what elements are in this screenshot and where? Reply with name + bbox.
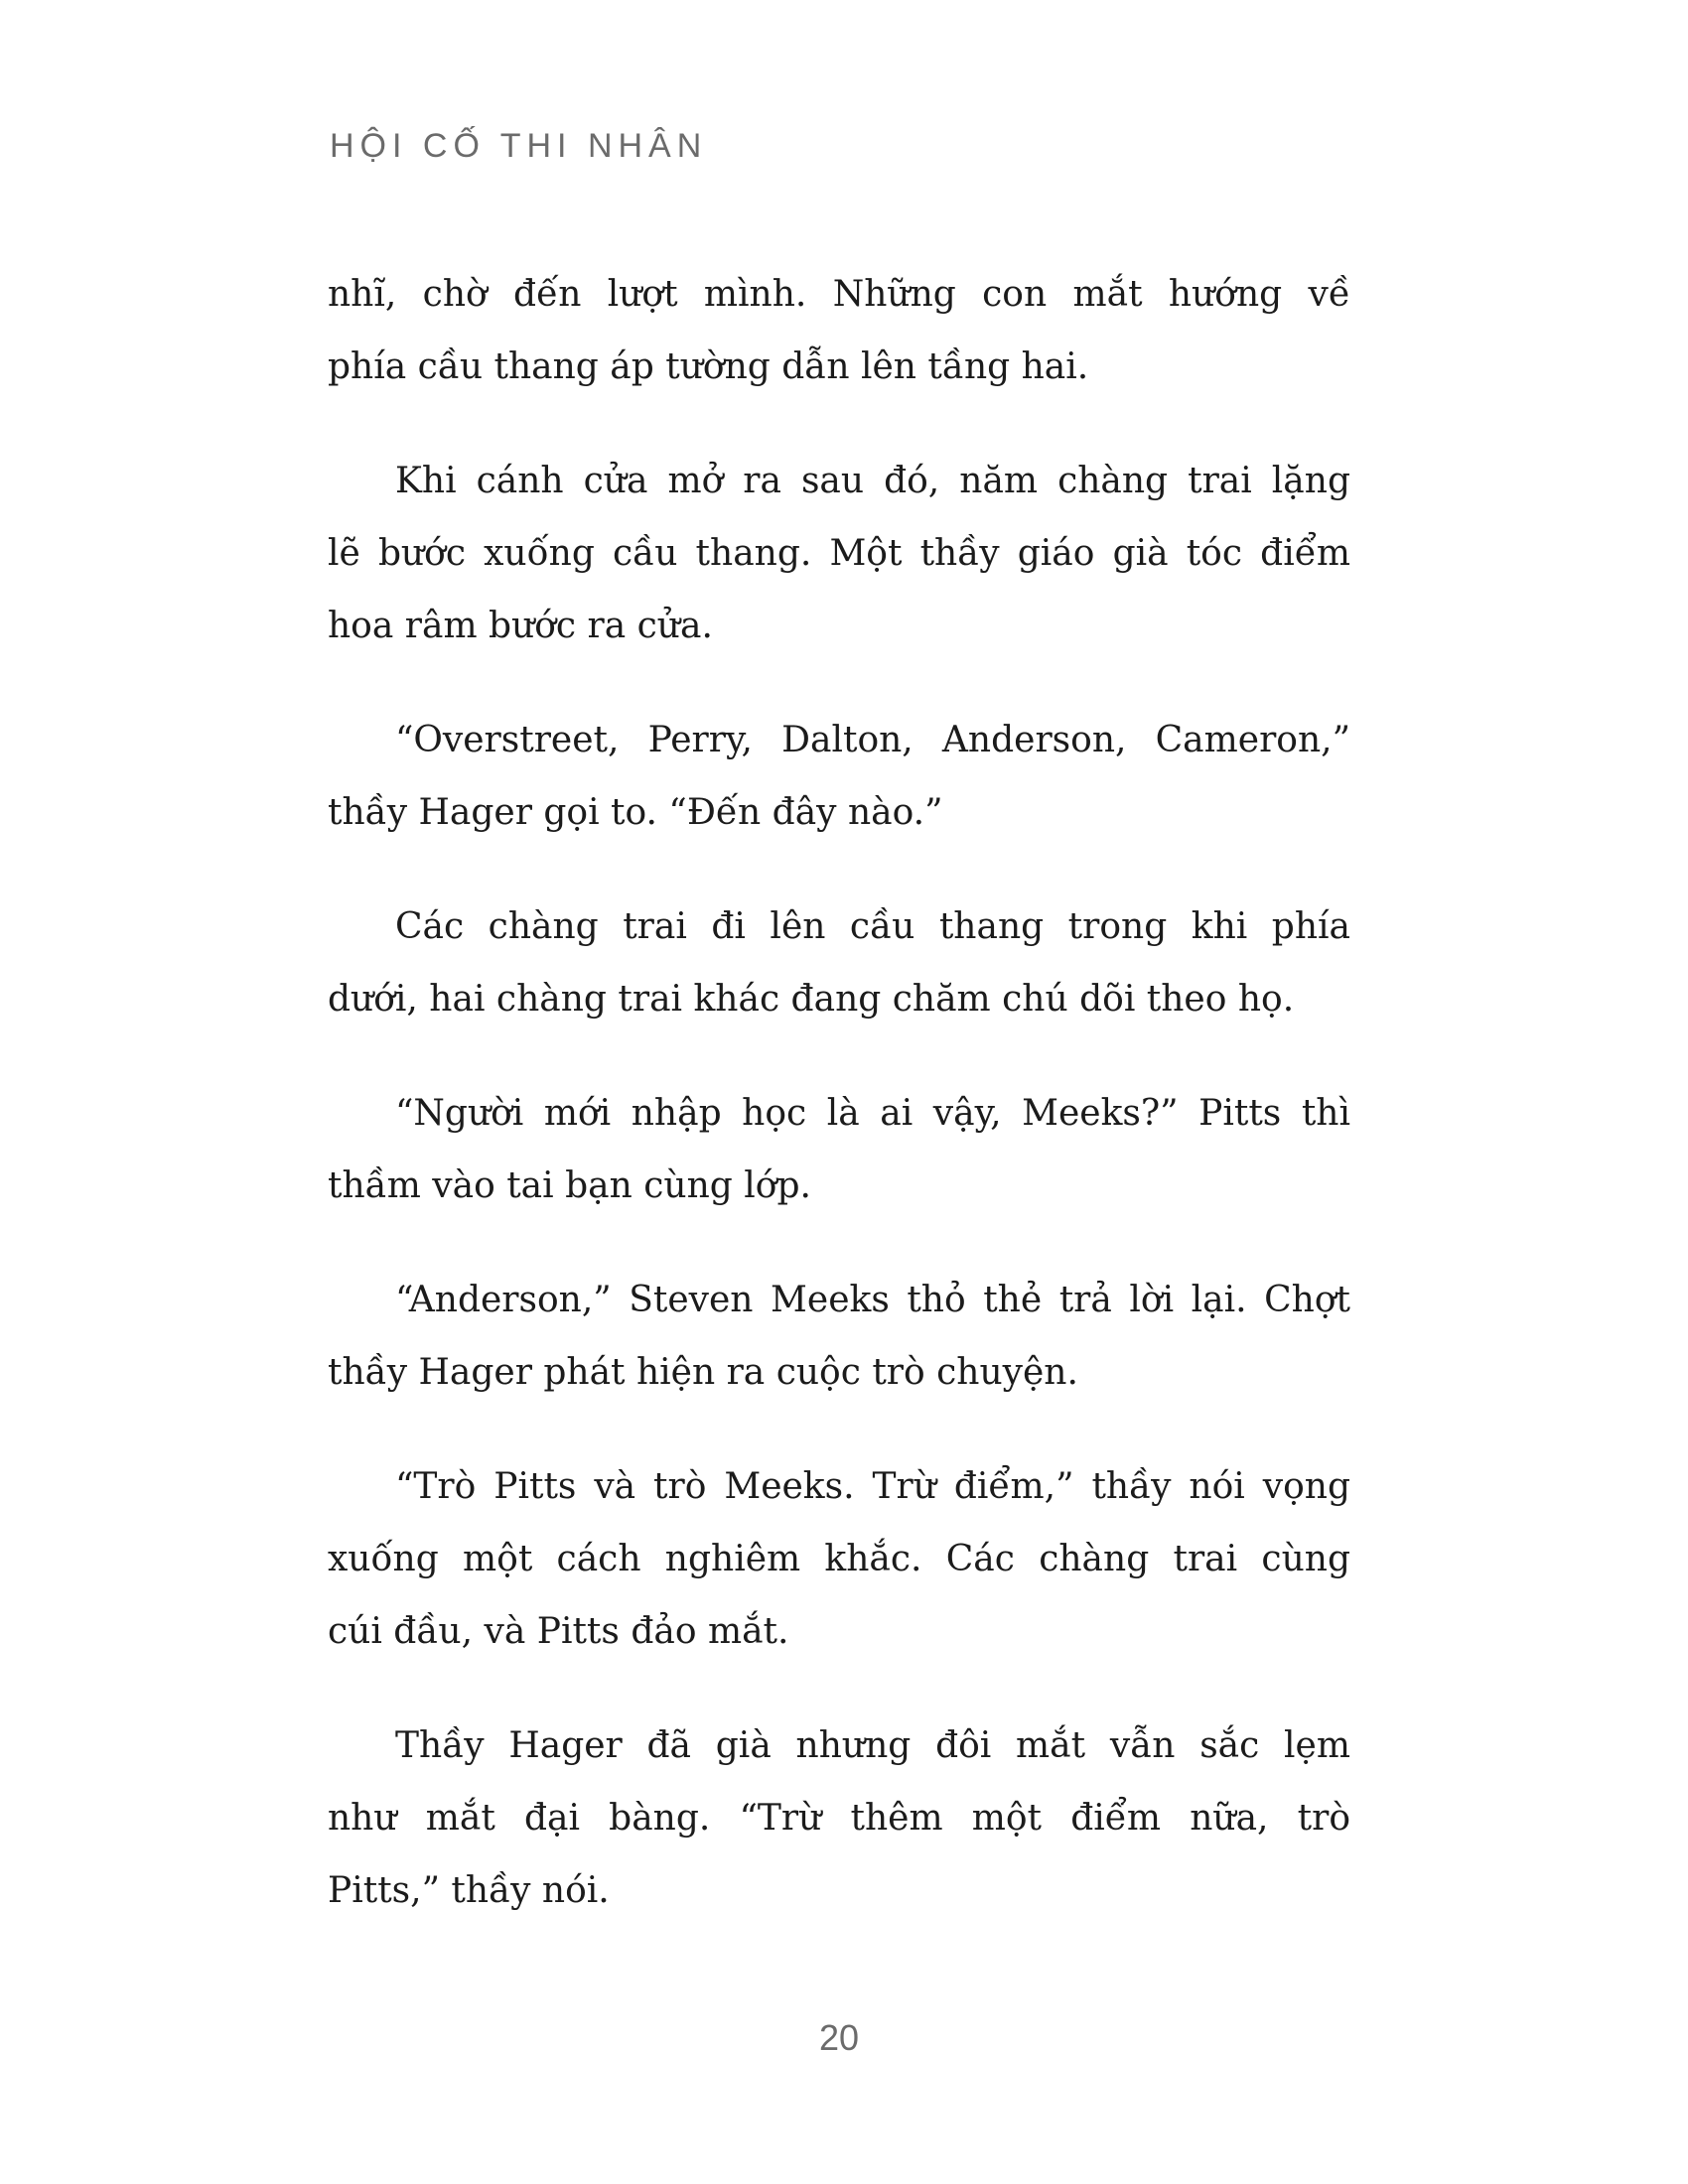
text-line: “Overstreet, Perry, Dalton, Anderson, Cameron,” bbox=[395, 720, 1350, 760]
text-line: thầy Hager gọi to. “Đến đây nào.” bbox=[328, 792, 943, 833]
paragraph bbox=[328, 1709, 1350, 1927]
text-line: Các chàng trai đi lên cầu thang trong khi phía bbox=[395, 906, 1350, 947]
text-line: thầm vào tai bạn cùng lớp. bbox=[328, 1165, 811, 1206]
text-line: Khi cánh cửa mở ra sau đó, năm chàng trai lặng bbox=[395, 461, 1350, 501]
paragraph bbox=[328, 258, 1350, 403]
text-line: “Người mới nhập học là ai vậy, Meeks?” Pitts thì bbox=[395, 1093, 1350, 1134]
paragraph bbox=[328, 445, 1350, 662]
text-line: phía cầu thang áp tường dẫn lên tầng hai. bbox=[328, 346, 1089, 387]
text-line: “Anderson,” Steven Meeks thỏ thẻ trả lời lại. Chợt bbox=[395, 1280, 1350, 1320]
text-line: hoa râm bước ra cửa. bbox=[328, 606, 713, 646]
text-line: Pitts,” thầy nói. bbox=[328, 1870, 610, 1911]
paragraph bbox=[328, 1077, 1350, 1222]
text-line: Thầy Hager đã già nhưng đôi mắt vẫn sắc lẹm bbox=[395, 1725, 1350, 1766]
text-line: cúi đầu, và Pitts đảo mắt. bbox=[328, 1611, 789, 1652]
text-line: “Trò Pitts và trò Meeks. Trừ điểm,” thầy nói vọng bbox=[395, 1466, 1350, 1507]
page-number: 20 bbox=[818, 2017, 860, 2058]
paragraph bbox=[328, 1264, 1350, 1409]
body-text bbox=[328, 258, 1350, 1969]
paragraph bbox=[328, 1450, 1350, 1668]
text-line: lẽ bước xuống cầu thang. Một thầy giáo già tóc điểm bbox=[328, 533, 1350, 574]
running-header: HỘI CỐ THI NHÂN bbox=[330, 127, 708, 165]
text-line: thầy Hager phát hiện ra cuộc trò chuyện. bbox=[328, 1352, 1078, 1393]
paragraph bbox=[328, 704, 1350, 849]
text-line: như mắt đại bàng. “Trừ thêm một điểm nữa, trò bbox=[328, 1798, 1350, 1839]
text-line: xuống một cách nghiêm khắc. Các chàng trai cùng bbox=[328, 1539, 1350, 1579]
text-line: dưới, hai chàng trai khác đang chăm chú dõi theo họ. bbox=[328, 979, 1295, 1020]
paragraph bbox=[328, 890, 1350, 1035]
text-line: nhĩ, chờ đến lượt mình. Những con mắt hướng về bbox=[328, 274, 1350, 315]
